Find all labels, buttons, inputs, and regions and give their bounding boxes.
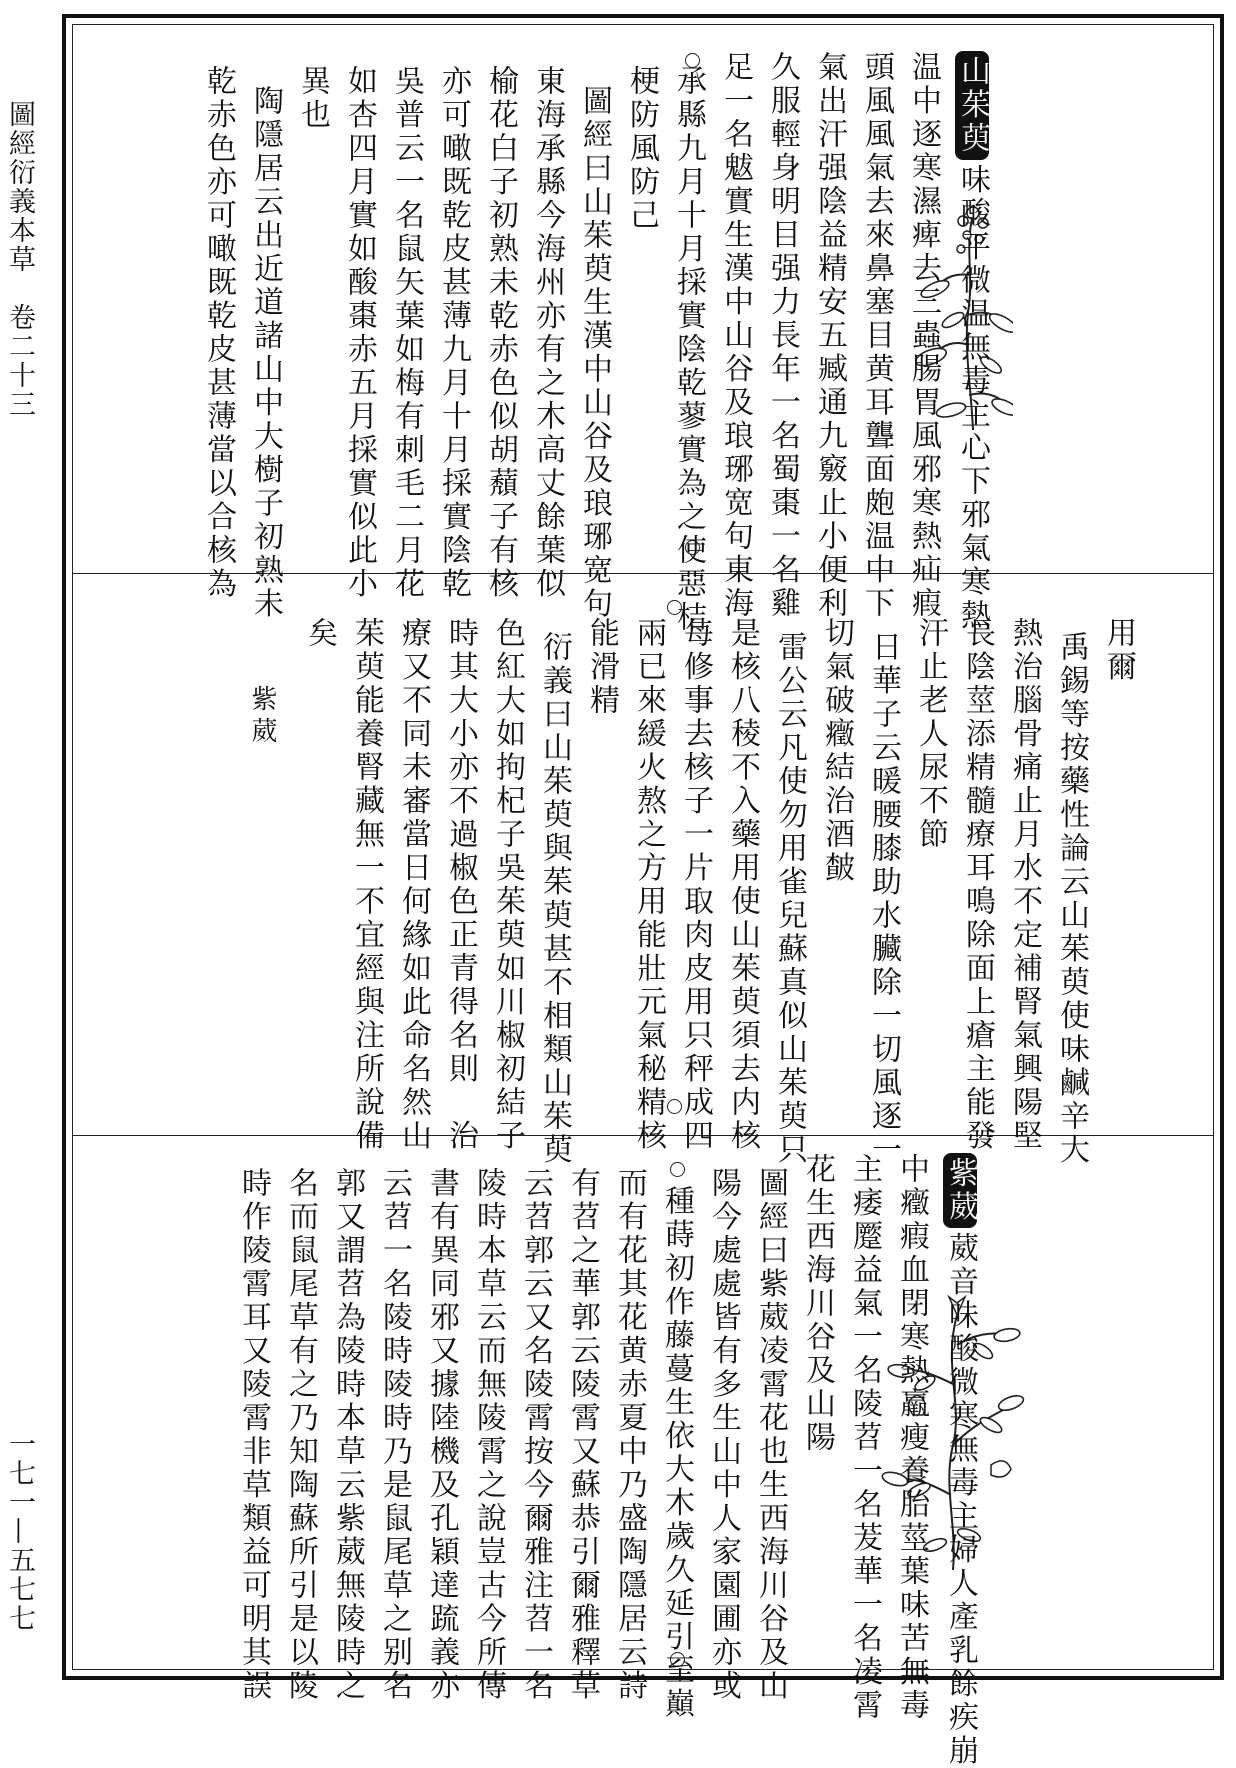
- text-column: 乾赤色亦可噉既乾皮甚薄當以合核為: [201, 65, 236, 601]
- text-column: 温中逐寒濕痺去三蟲腸胃風邪寒熱疝瘕: [906, 51, 941, 621]
- margin-book-title: 圖經衍義本草 卷二十三: [4, 100, 35, 419]
- text-column: 承縣九月十月採實陰乾蓼實為之使惡桔: [671, 65, 706, 635]
- text-column: 久服輕身明目强力長年一名蜀棗一名雞: [765, 51, 800, 621]
- text-column: 亦可噉既乾皮甚薄九月十月採實陰乾: [436, 65, 471, 601]
- text-column: 花生西海川谷及山陽: [800, 1153, 835, 1455]
- text-column: 療又不同未審當日何緣如此命名然山: [396, 617, 431, 1153]
- text-column: 用爾: [1101, 617, 1136, 684]
- text-column: 時其大小亦不過椒色正青得名則 治: [443, 617, 478, 1153]
- text-column: 汗止老人尿不節: [913, 617, 948, 852]
- text-column: 種蒔初作藤蔓生依大木歲久延引至巔: [659, 1185, 694, 1721]
- text-column: 每修事去核子一片取肉皮用只秤成四: [678, 617, 713, 1153]
- text-column: 氣出汗强陰益精安五臧通九竅止小便利: [812, 51, 847, 621]
- text-column: 熱治腦骨痛止月水不定補腎氣興陽堅: [1007, 617, 1042, 1153]
- text-column: 郭又謂苕為陵時本草云紫葳無陵時之: [330, 1167, 365, 1703]
- text-column: 如杏四月實如酸棗赤五月採實似此小: [342, 65, 377, 601]
- text-column: 切氣破癥結治酒皶: [819, 617, 854, 885]
- section1-heading-column: [955, 51, 989, 633]
- text-column: 能滑精: [584, 617, 619, 718]
- text-column: 足一名魃實生漢中山谷及琅琊宽句東海: [718, 51, 753, 621]
- text-column: 時作陵霄耳又陵霄非草類益可明其誤: [236, 1167, 271, 1703]
- text-column: 主痿蹷益氣一名陵苕一名茇華一名凌霄: [847, 1153, 882, 1723]
- text-column: 雷公云凡使勿用雀兒蘇真似山茱萸只: [772, 631, 807, 1167]
- text-column: 日華子云暖腰膝助水臟除一切風逐一: [866, 631, 901, 1167]
- text-column: 陽今處處皆有多生山中人家園圃亦或: [706, 1167, 741, 1703]
- page-frame: [62, 14, 1224, 1768]
- text-column: 陵時本草云而無陵霄之說豈古今所傳: [471, 1167, 506, 1703]
- text-column: 兩已來緩火熬之方用能壯元氣秘精核: [631, 617, 666, 1153]
- text-column: 吳普云一名鼠矢葉如梅有刺毛二月花: [389, 65, 424, 601]
- text-column: 是核八稜不入藥用使山茱萸須去内核: [725, 617, 760, 1153]
- text-column: 異也: [295, 65, 330, 132]
- margin-page-number: 一七一—五七七: [4, 1430, 35, 1633]
- section3-heading-column: [943, 1153, 977, 1768]
- section3-heading: 紫葳: [943, 1153, 977, 1228]
- text-column: 圖經曰紫葳凌霄花也生西海川谷及山: [753, 1167, 788, 1703]
- text-column: 衍義曰山茱萸與茱萸甚不相類山茱萸: [537, 631, 572, 1167]
- text-column: 云苕郭云又名陵霄按今爾雅注苕一名: [518, 1167, 553, 1703]
- text-column: 葳音味酸微寒無毒主婦人產乳餘疾崩: [943, 1232, 978, 1768]
- section1-heading: 山茱萸: [955, 51, 989, 160]
- text-column: 東海承縣今海州亦有之木高丈餘葉似: [530, 65, 565, 601]
- section-divider: [73, 573, 1213, 574]
- text-column: 味酸平微温無毒主心下邪氣寒熱: [955, 163, 990, 633]
- text-column: 陶隱居云出近道諸山中大樹子初熟未: [248, 85, 283, 621]
- text-column: 榆花白子初熟未乾赤色似胡蘈子有核: [483, 65, 518, 601]
- text-column: 云苕一名陵時陵時乃是鼠尾草之别名: [377, 1167, 412, 1703]
- text-column: 矣: [302, 617, 337, 651]
- text-column: 名而鼠尾草有之乃知陶蘇所引是以陵: [283, 1167, 318, 1703]
- text-column: 圖經曰山茱萸生漢中山谷及琅琊宽句: [577, 85, 612, 621]
- text-column: 書有異同邪又據陸機及孔穎達䟽義亦: [424, 1167, 459, 1703]
- text-column: 頭風風氣去來鼻塞目黄耳聾面皰温中下: [859, 51, 894, 621]
- text-column: 長陰莖添精髓療耳鳴除面上瘡主能發: [960, 617, 995, 1153]
- text-column: 而有花其花黄赤夏中乃盛陶隱居云詩: [612, 1167, 647, 1703]
- text-column: 有苕之華郭云陵霄又蘇恭引爾雅釋草: [565, 1167, 600, 1703]
- text-column: 中癥瘕血閉寒熱羸瘦養胎莖葉味苦無毒: [894, 1153, 929, 1723]
- text-column: 梗防風防己: [624, 65, 659, 233]
- text-column: 禹錫等按藥性論云山茱萸使味鹹辛大: [1054, 631, 1089, 1167]
- text-column: 色紅大如拘杞子吳茱萸如川椒初結子: [490, 617, 525, 1153]
- text-column: 茱萸能養腎藏無一不宜經與注所說備: [349, 617, 384, 1153]
- page-inner-border: [72, 24, 1214, 1768]
- section2-entry-title: 紫葳: [247, 685, 277, 749]
- circle-mark: [670, 1162, 685, 1177]
